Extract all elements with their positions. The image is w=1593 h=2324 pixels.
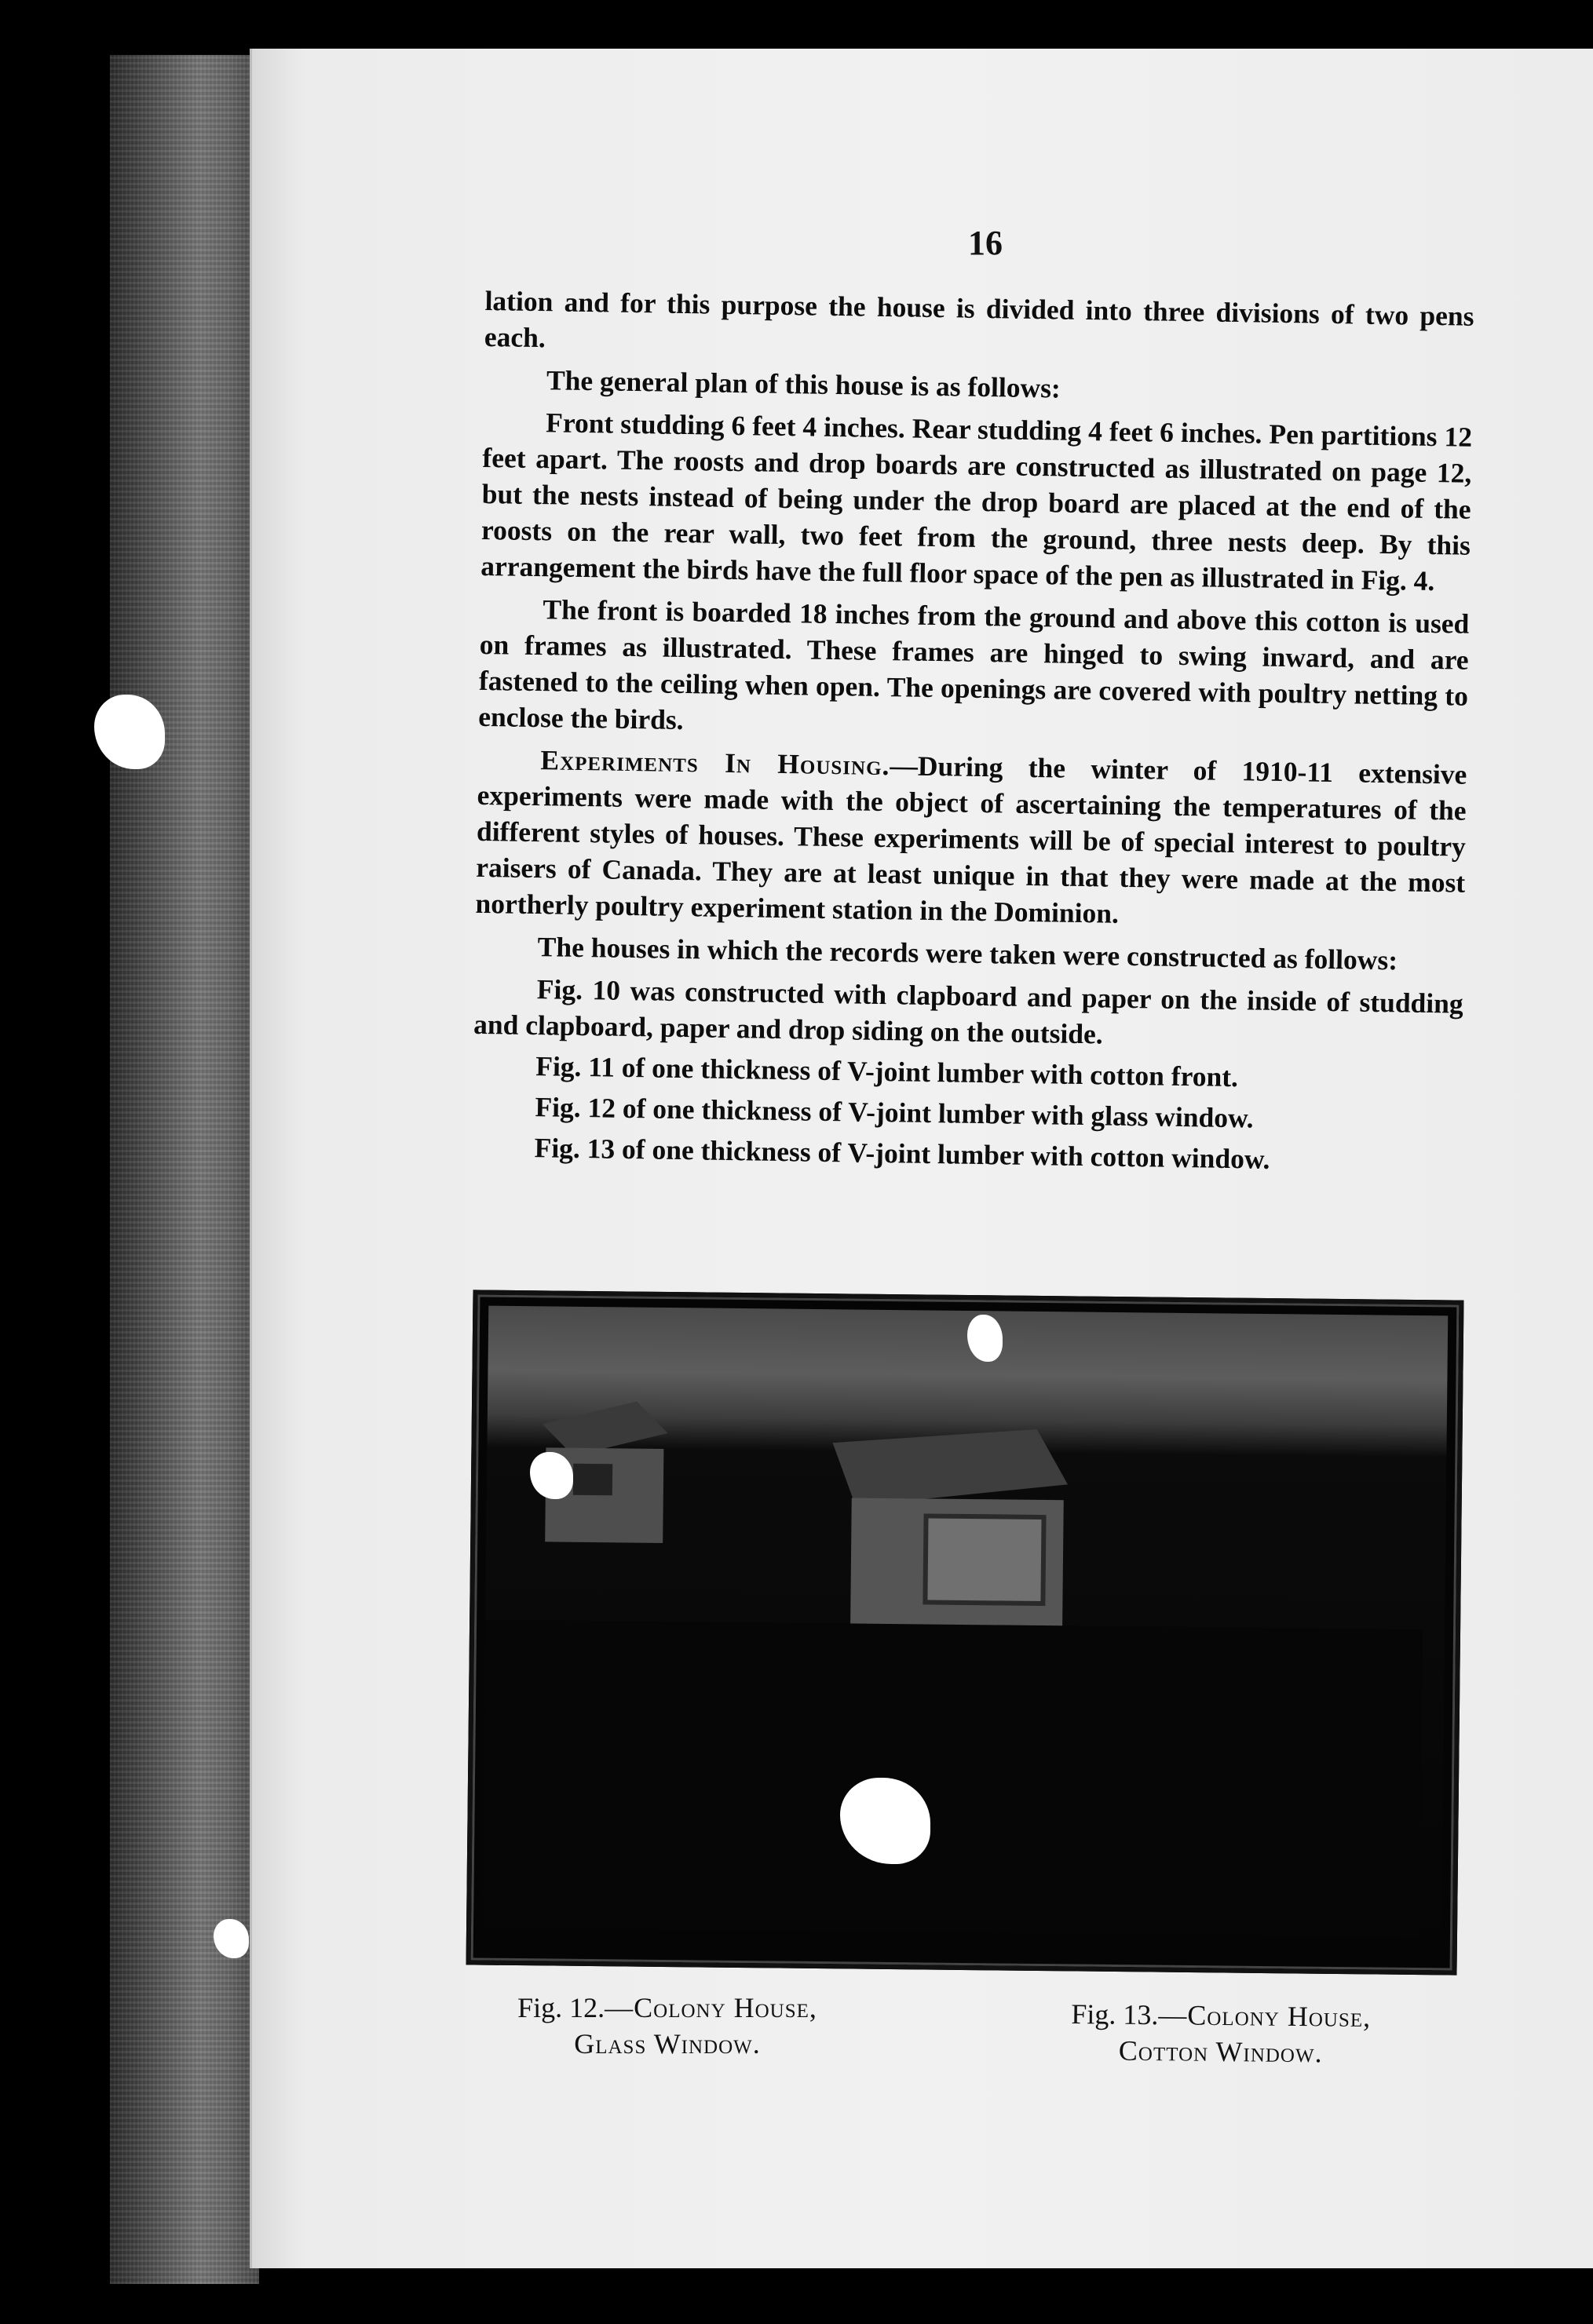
body-text (471, 283, 1474, 1185)
caption-fig-13-title: —Colony House, (1158, 1999, 1372, 2033)
page-number: 16 (968, 224, 1003, 262)
caption-fig-12-title: —Colony House, (605, 1992, 817, 2023)
paragraph-4: The front is boarded 18 inches from the ground and above this cotton is used on frames as illustrated. These frames are hinged to swing inward, and are fastened to the ceiling when open. The openings are covered with poultry netting to enclose the birds. (477, 593, 1470, 736)
section-heading: Experiments In Housing. (540, 744, 890, 782)
paragraph-5 (475, 741, 1467, 937)
paragraph-3: Front studding 6 feet 4 inches. Rear studding 4 feet 6 inches. Pen partitions 12 feet apart. The roosts and drop boards are constructed as illustrated on page 12, but the nests instead of being under the drop board are placed at the end of the roosts on the rear wall, two feet from the ground, three nests deep. By this arrangement the birds have the full floor space of the pen as illustrated in Fig. 4. (480, 407, 1473, 597)
caption-fig-13-line-1 (1025, 1995, 1417, 2035)
caption-fig-12-line-1 (471, 1990, 864, 2026)
photo-content (482, 1306, 1449, 1960)
ground (482, 1620, 1423, 1937)
right-house-window (925, 1516, 1043, 1603)
caption-fig-12-number: Fig. 12. (517, 1992, 605, 2023)
right-house-roof (832, 1427, 1069, 1508)
fig-line-1: Fig. 10 was constructed with clapboard and paper on the inside of studding and clapboard, paper and drop siding on the outside. (473, 973, 1464, 1050)
paragraph-2: The general plan of this house is as follows: (546, 364, 1061, 404)
colony-houses-photo (466, 1290, 1464, 1975)
fig-line-3: Fig. 12 of one thickness of V-joint lumber with glass window. (535, 1091, 1254, 1134)
fig-line-2: Fig. 11 of one thickness of V-joint lumber with cotton front. (535, 1050, 1239, 1093)
photo-scene (482, 1306, 1426, 1937)
paragraph-5-text: —During the winter of 1910-11 extensive experiments were made with the object of ascertaining the temperatures of the different styles of houses. These experiments will be of special interest to poultry raisers of Canada. They are at least unique in that they were made at the most northerly poultry experiment station in the Dominion. (475, 750, 1467, 929)
caption-fig-13-number: Fig. 13. (1071, 1998, 1159, 2031)
fig-line-4: Fig. 13 of one thickness of V-joint lumber with cotton window. (534, 1132, 1270, 1175)
caption-fig-12 (471, 1990, 864, 2062)
paper-damage-spot (94, 695, 165, 769)
left-house-window (573, 1464, 612, 1496)
paragraph-6: The houses in which the records were taken were constructed as follows: (537, 931, 1398, 976)
caption-fig-13-line-2: Cotton Window. (1118, 2034, 1323, 2069)
caption-fig-13 (1025, 1995, 1418, 2071)
paragraph-1: lation and for this purpose the house is divided into three divisions of two pens each. (484, 284, 1474, 354)
caption-fig-12-line-2: Glass Window. (574, 2028, 761, 2059)
